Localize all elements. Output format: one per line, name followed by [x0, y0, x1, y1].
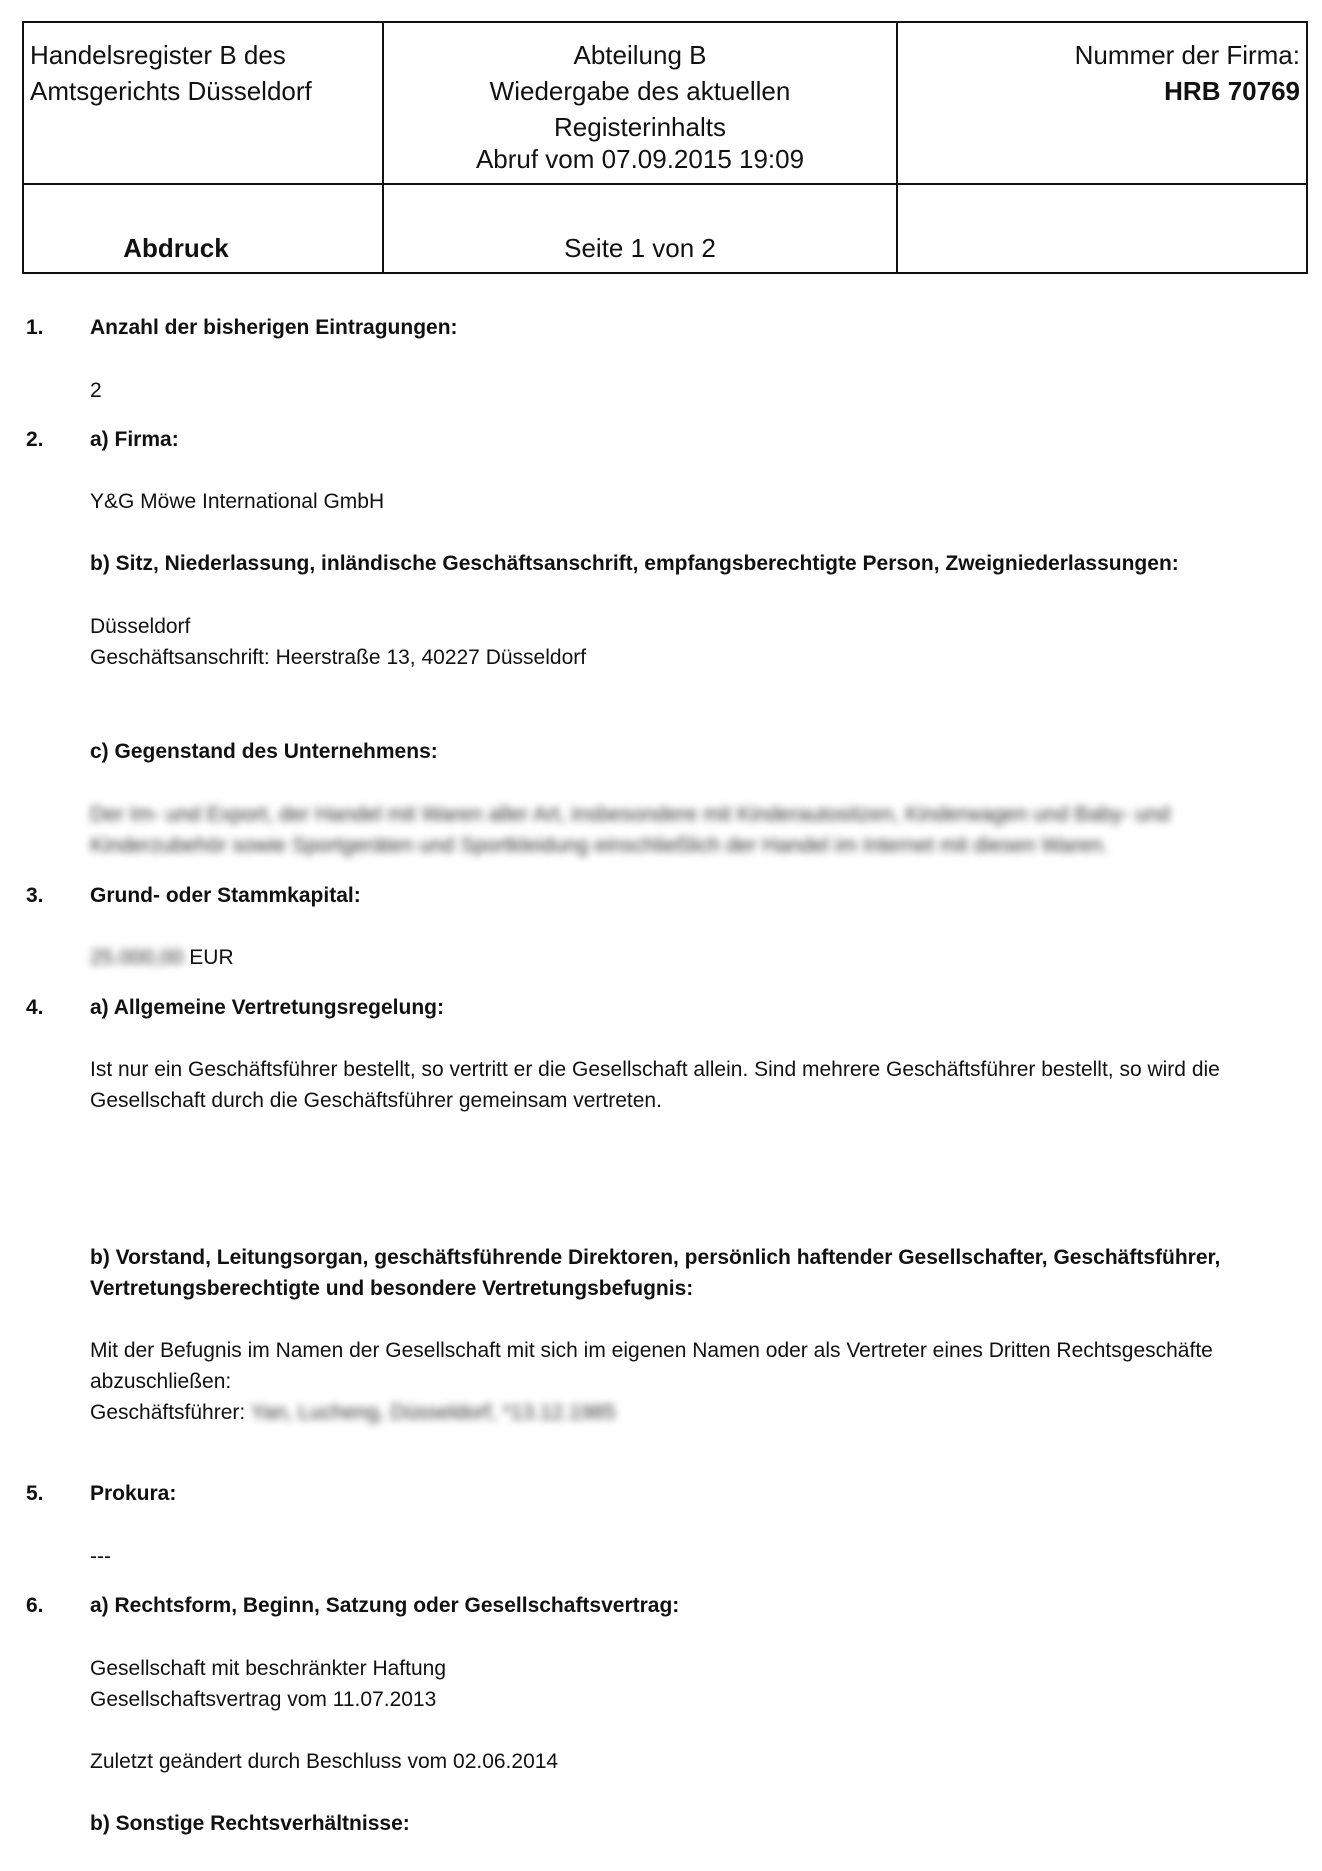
- firm-number: HRB 70769: [1164, 76, 1300, 106]
- section-1-heading: Anzahl der bisherigen Eintragungen:: [90, 316, 458, 339]
- business-purpose-line-1: Der Im- und Export, der Handel mit Waren aller Art, insbesondere mit Kinderautositzen, Kinderwagen und Baby- und: [90, 803, 1171, 826]
- authority-line-2: abzuschließen:: [90, 1370, 232, 1393]
- retrieval-date: Abruf vom 07.09.2015 19:09: [475, 144, 805, 174]
- procuration-value: ---: [90, 1545, 111, 1568]
- section-number-6: 6.: [26, 1594, 44, 1617]
- last-amendment: Zuletzt geändert durch Beschluss vom 02.06.2014: [90, 1750, 559, 1773]
- department-cell: [383, 22, 897, 184]
- section-2a-heading: a) Firma:: [90, 428, 179, 451]
- firm-number-cell: [897, 22, 1307, 184]
- section-number-2: 2.: [26, 428, 44, 451]
- court-line-1: Handelsregister B des: [30, 40, 286, 70]
- department-subtitle-2: Registerinhalts: [554, 112, 726, 142]
- section-2c-heading: c) Gegenstand des Unternehmens:: [90, 740, 438, 763]
- section-2b-heading: b) Sitz, Niederlassung, inländische Geschäftsanschrift, empfangsberechtigte Person, Zweigniederlassungen:: [90, 552, 1179, 575]
- managing-director-label: Geschäftsführer:: [90, 1401, 246, 1424]
- section-4a-heading: a) Allgemeine Vertretungsregelung:: [90, 996, 444, 1019]
- department-subtitle-1: Wiedergabe des aktuellen: [489, 76, 791, 106]
- department-title: Abteilung B: [573, 40, 707, 70]
- share-capital: [90, 944, 234, 972]
- court-cell: [23, 22, 383, 184]
- business-address: Geschäftsanschrift: Heerstraße 13, 40227 Düsseldorf: [90, 646, 587, 669]
- empty-cell: [897, 184, 1307, 273]
- registered-seat: Düsseldorf: [90, 615, 191, 638]
- representation-rule-line-2: Gesellschaft durch die Geschäftsführer gemeinsam vertreten.: [90, 1089, 662, 1112]
- entries-count: 2: [90, 379, 102, 402]
- register-header-table: [22, 21, 1308, 274]
- legal-form: Gesellschaft mit beschränkter Haftung: [90, 1657, 446, 1680]
- section-6b-heading: b) Sonstige Rechtsverhältnisse:: [90, 1812, 410, 1835]
- share-capital-amount: 25.000,00: [90, 946, 184, 969]
- business-purpose-line-2: Kinderzubehör sowie Sportgeräten und Sportkleidung einschließlich der Handel im Internet mit diesen Waren.: [90, 834, 1109, 857]
- print-label: Abdruck: [23, 184, 383, 273]
- section-3-heading: Grund- oder Stammkapital:: [90, 884, 361, 907]
- managing-director-name: Yan, Lucheng, Düsseldorf, *13.12.1985: [250, 1401, 616, 1424]
- court-line-2: Amtsgerichts Düsseldorf: [30, 76, 312, 106]
- section-4b-heading-line-1: b) Vorstand, Leitungsorgan, geschäftsführende Direktoren, persönlich haftender Gesellschafter, Geschäftsführer,: [90, 1246, 1221, 1269]
- section-number-1: 1.: [26, 316, 44, 339]
- firm-number-label: Nummer der Firma:: [1074, 40, 1300, 70]
- company-name: Y&G Möwe International GmbH: [90, 490, 385, 513]
- articles-date: Gesellschaftsvertrag vom 11.07.2013: [90, 1688, 437, 1711]
- section-number-5: 5.: [26, 1482, 44, 1505]
- representation-rule-line-1: Ist nur ein Geschäftsführer bestellt, so vertritt er die Gesellschaft allein. Sind mehrere Geschäftsführer bestellt, so wird die: [90, 1058, 1220, 1081]
- share-capital-currency: EUR: [189, 946, 234, 969]
- section-6a-heading: a) Rechtsform, Beginn, Satzung oder Gesellschaftsvertrag:: [90, 1594, 680, 1617]
- managing-director: [90, 1399, 616, 1427]
- page-indicator: Seite 1 von 2: [383, 184, 897, 273]
- section-5-heading: Prokura:: [90, 1482, 177, 1505]
- section-number-3: 3.: [26, 884, 44, 907]
- section-4b-heading-line-2: Vertretungsberechtigte und besondere Vertretungsbefugnis:: [90, 1277, 694, 1300]
- authority-line-1: Mit der Befugnis im Namen der Gesellschaft mit sich im eigenen Namen oder als Vertreter eines Dritten Rechtsgeschäfte: [90, 1339, 1213, 1362]
- section-number-4: 4.: [26, 996, 44, 1019]
